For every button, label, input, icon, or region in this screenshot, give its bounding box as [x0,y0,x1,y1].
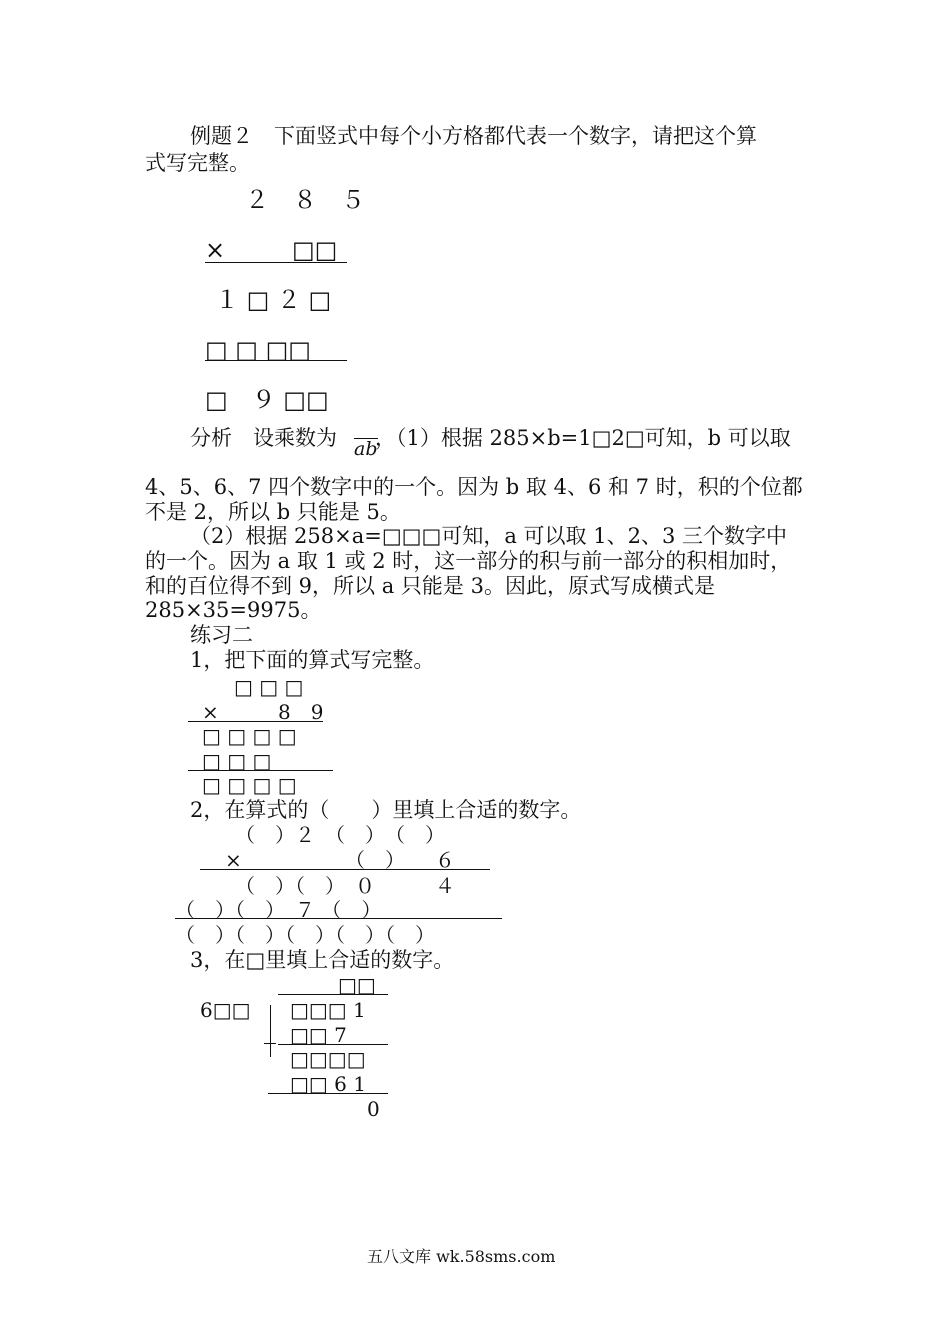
exercise-title: 练习二 [190,623,253,647]
q3-divisor: 6□□ [200,998,251,1022]
mult-product: □ ９ □□ [205,386,329,414]
q1-sign: × [202,700,219,724]
q3-rule-2 [268,1093,388,1094]
q1-prompt: 1，把下面的算式写完整。 [190,648,435,672]
q2-row-4: （ ）（ ） ７ （ ） [175,898,382,922]
q2-multiplier: （ ） ６ [345,848,455,872]
q3-quotient: □□ [338,973,376,997]
analysis-line-7: 285×35=9975。 [145,598,322,622]
q3-division-bracket [270,1005,271,1057]
q1-row-1: □ □ □ [234,675,304,699]
q1-rule-1 [188,721,323,722]
q3-remainder-1: □□□□ [290,1047,366,1071]
footer-watermark: 五八文库 wk.58sms.com [367,1247,556,1266]
q2-row-1: （ ）２ （ ） （ ） [235,823,445,847]
q3-subtrahend-2: □□ 6 1 [290,1072,366,1096]
analysis-line-3: 不是 2，所以 b 只能是 5。 [145,500,401,524]
analysis-line-1a: 分析 设乘数为 [190,426,337,450]
analysis-line-2: 4、5、6、7 四个数字中的一个。因为 b 取 4、6 和 7 时，积的个位都 [145,475,803,499]
analysis-line-1b: ，（1）根据 285×b=1□2□可知，b 可以取 [375,426,791,450]
mult-partial-1: １ □ ２ □ [215,286,332,314]
example-title-line: 例题２ 下面竖式中每个小方格都代表一个数字，请把这个算 [190,124,757,148]
q1-row-4: □ □ □ [202,749,272,773]
q1-rule-2 [188,770,333,771]
mult-rule-2 [205,360,347,361]
analysis-line-5: 的一个。因为 a 取 1 或 2 时，这一部分的积与前一部分的积相加时， [145,549,792,573]
overline-ab: ab [354,438,378,460]
q1-row-3: □ □ □ □ [202,724,297,748]
q1-row-5: □ □ □ □ [202,773,297,797]
q3-bracket-tick [264,1043,276,1044]
q2-rule-2 [175,918,502,919]
q3-subtrahend-1: □□ 7 [290,1023,347,1047]
mult-multiplicand: ２ ８ ５ [245,186,365,214]
q3-vinculum [278,994,388,995]
q3-dividend: □□□ 1 [290,998,366,1022]
q2-row-5: （ ）（ ）（ ）（ ）（ ） [175,923,435,947]
mult-sign: × [205,236,226,264]
q2-rule-1 [200,869,490,870]
q2-row-3: （ ）（ ） ０ ４ [235,874,455,898]
mult-multiplier: □□ [292,236,338,264]
q1-multiplier: 8 9 [278,700,324,724]
analysis-line-6: 和的百位得不到 9，所以 a 只能是 3。因此，原式写成横式是 [145,574,715,598]
q2-prompt: 2，在算式的（ ）里填上合适的数字。 [190,798,582,822]
q2-sign: × [225,848,242,872]
q3-prompt: 3，在□里填上合适的数字。 [190,948,455,972]
analysis-line-4: （2）根据 258×a=□□□可知，a 可以取 1、2、3 三个数字中 [190,524,787,548]
mult-partial-2: □ □ □□ [205,336,311,364]
example-title-line-2: 式写完整。 [145,151,250,175]
mult-rule-1 [205,262,347,263]
q3-final-remainder: 0 [367,1097,380,1121]
q3-rule-1 [278,1044,388,1045]
